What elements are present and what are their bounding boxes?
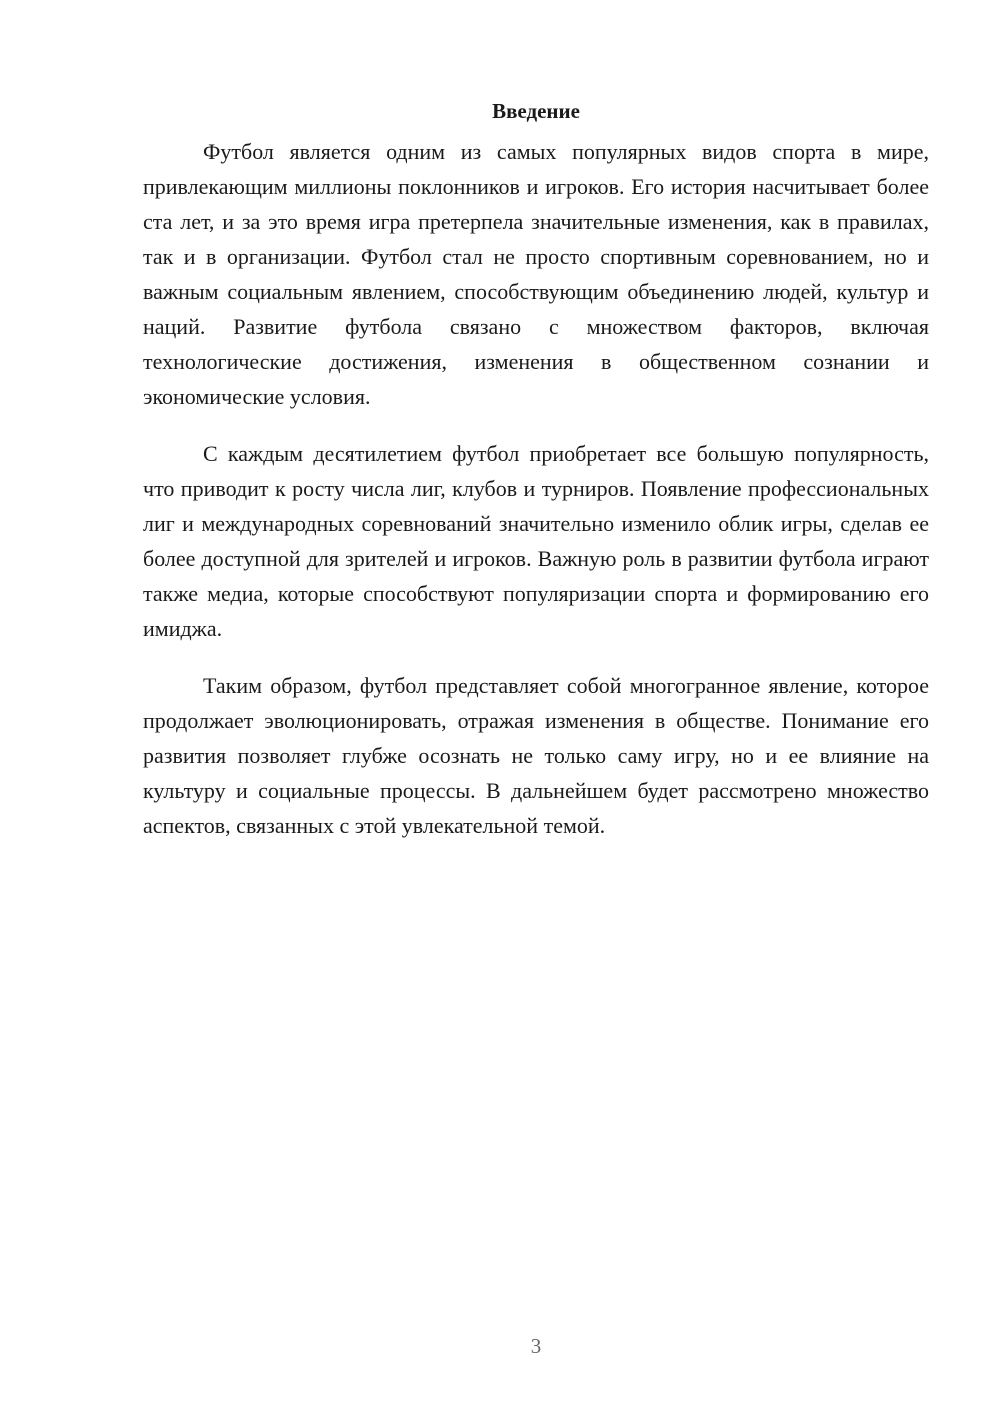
paragraph-2: С каждым десятилетием футбол приобретает все большую популярность, что приводит к росту числа лиг, клубов и турниров. Появление профессиональных лиг и международных соревнований значительно изменило облик игры, сделав ее более доступной для зрителей и игроков. Важную роль в развитии футбола играют также медиа, которые способствуют популяризации спорта и формированию его имиджа.	[143, 441, 929, 641]
paragraph-1: Футбол является одним из самых популярных видов спорта в мире, привлекающим миллионы поклонников и игроков. Его история насчитывает более ста лет, и за это время игра претерпела значительные изменения, как в правилах, так и в организации. Футбол стал не просто спортивным соревнованием, но и важным социальным явлением, способствующим объединению людей, культур и наций. Развитие футбола связано с множеством факторов, включая технологические достижения, изменения в общественном сознании и экономические условия.	[143, 139, 929, 409]
paragraph-3: Таким образом, футбол представляет собой многогранное явление, которое продолжает эволюционировать, отражая изменения в обществе. Понимание его развития позволяет глубже осознать не только саму игру, но и ее влияние на культуру и социальные процессы. В дальнейшем будет рассмотрено множество аспектов, связанных с этой увлекательной темой.	[143, 673, 929, 838]
page-content	[143, 96, 929, 865]
page-number: 3	[530, 1334, 542, 1358]
section-heading: Введение	[492, 99, 580, 123]
